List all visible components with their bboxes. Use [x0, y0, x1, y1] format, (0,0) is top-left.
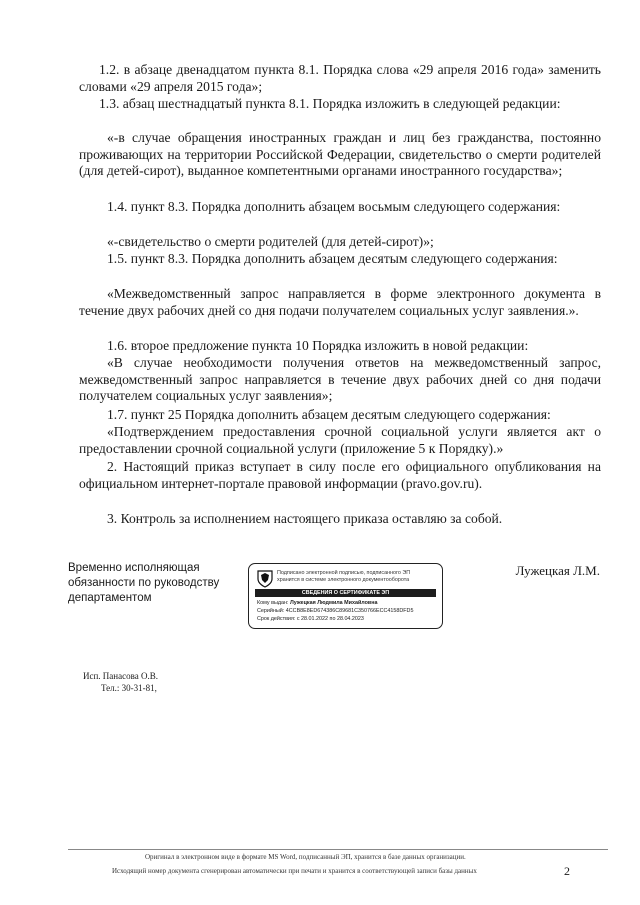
footer-note-line2: Исходящий номер документа сгенерирован автоматически при печати и хранится в соответствующей записи базы данных	[112, 867, 477, 875]
paragraph-1-3-text: «-в случае обращения иностранных граждан и лиц без гражданства, постоянно проживающих на территории Российской Федерации, свидетельство о смерти родителей (для детей-сирот), выданное компетентными органами иностранного государства»;	[79, 130, 601, 179]
electronic-signature-stamp	[248, 563, 443, 629]
stamp-header-line1: Подписано электронной подписью, подписанного ЭП	[277, 570, 411, 576]
issued-to-label: Кому выдан:	[257, 600, 289, 606]
executor-phone: Тел.: 30-31-81,	[101, 683, 157, 693]
footer-divider	[68, 849, 608, 850]
signatory-position-line1: Временно исполняющая	[68, 562, 200, 574]
paragraph-1-7-text: «Подтверждением предоставления срочной социальной услуги является акт о предоставлении срочной социальной услуги (приложение 5 к Порядку).»	[79, 424, 601, 456]
stamp-serial	[257, 608, 413, 615]
stamp-header	[277, 570, 439, 583]
paragraph-1-4-text: «-свидетельство о смерти родителей (для детей-сирот)»;	[107, 234, 434, 249]
issued-to-value: Лужецкая Людмила Михайловна	[289, 600, 378, 606]
validity-value: с 28.01.2022 по 28.04.2023	[296, 616, 364, 622]
executor-info	[83, 670, 158, 694]
paragraph-1-3: 1.3. абзац шестнадцатый пункта 8.1. Порядка изложить в следующей редакции:	[99, 96, 561, 111]
page-number: 2	[564, 864, 570, 878]
coat-of-arms-icon	[257, 570, 273, 588]
paragraph-1-6-text: «В случае необходимости получения ответов на межведомственный запрос, межведомственный запрос направляется в течение двух рабочих дней со дня подачи получателем социальных услуг заявления»;	[79, 355, 601, 404]
stamp-header-line2: хранится в системе электронного документооборота	[277, 576, 410, 583]
footer-note-line1: Оригинал в электронном виде в формате MS Word, подписанный ЭП, хранится в базе данных организации.	[145, 853, 466, 861]
paragraph-1-6: 1.6. второе предложение пункта 10 Порядка изложить в новой редакции:	[107, 338, 529, 353]
signatory-name: Лужецкая Л.М.	[515, 563, 600, 578]
paragraph-1-4: 1.4. пункт 8.3. Порядка дополнить абзацем восьмым следующего содержания:	[107, 199, 561, 214]
signatory-position	[68, 561, 228, 606]
validity-label: Срок действия:	[257, 616, 296, 622]
serial-value: 4CCB8E8ED674386C89681C350766ECC4158DFD5	[285, 608, 414, 614]
paragraph-1-5-text: «Межведомственный запрос направляется в форме электронного документа в течение двух рабочих дней со дня подачи получателем социальных услуг заявления.».	[79, 286, 601, 318]
signatory-position-line2: обязанности по руководству	[68, 577, 220, 589]
signatory-position-line3: департаментом	[68, 592, 152, 604]
stamp-issued-to	[257, 600, 378, 607]
paragraph-1-5: 1.5. пункт 8.3. Порядка дополнить абзацем десятым следующего содержания:	[107, 251, 558, 266]
serial-label: Серийный:	[257, 608, 285, 614]
certificate-info-bar: СВЕДЕНИЯ О СЕРТИФИКАТЕ ЭП	[255, 589, 436, 597]
stamp-validity	[257, 616, 364, 623]
paragraph-3: 3. Контроль за исполнением настоящего приказа оставляю за собой.	[107, 511, 503, 526]
paragraph-1-7: 1.7. пункт 25 Порядка дополнить абзацем десятым следующего содержания:	[107, 407, 551, 422]
paragraph-1-2: 1.2. в абзаце двенадцатом пункта 8.1. Порядка слова «29 апреля 2016 года» заменить словами «29 апреля 2015 года»;	[79, 62, 601, 94]
executor-name: Исп. Панасова О.В.	[83, 671, 158, 681]
paragraph-2: 2. Настоящий приказ вступает в силу после его официального опубликования на официальном интернет-портале правовой информации (pravo.gov.ru).	[79, 459, 601, 491]
